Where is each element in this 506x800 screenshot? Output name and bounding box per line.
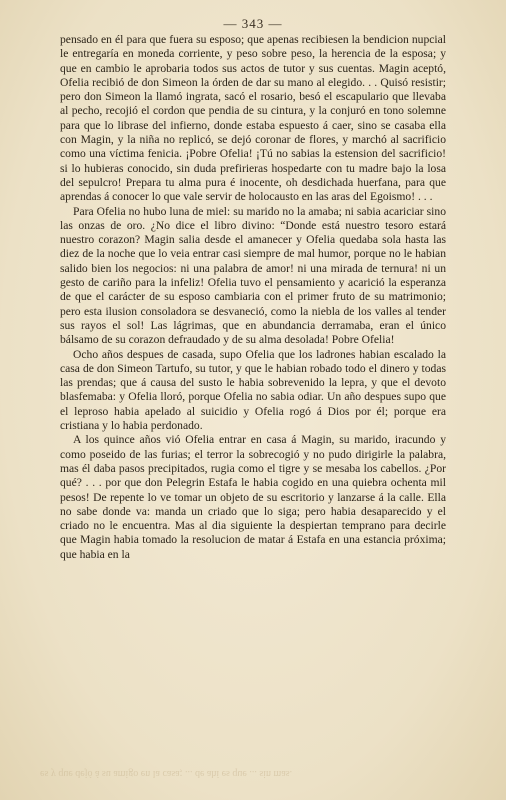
page-number: — 343 — [223,16,283,31]
paragraph: A los quince años vió Ofelia entrar en casa á Magin, su marido, iracundo y como poseido de las furias; el terror la sobrecogió y no pudo dirigirle la palabra, mas él daba pasos precipitados, rugia como el tigre y se mesaba los cabellos. ¿Por qué? . . . por que don Pelegrin Estafa le habia cogido en una quiebra ochenta mil pesos! De repente lo ve tomar un objeto de su escritorio y lanzarse á la calle. Ella no sabe donde va: manda un criado que lo siga; pero habia desaparecido y el criado no le encuentra. Mas al dia siguiente la despiertan temprano para decirle que Magin habia tomado la resolucion de matar á Estafa en una estancia próxima; que habia en la [60,433,446,561]
paragraph: pensado en él para que fuera su esposo; que apenas recibiesen la bendicion nupcial le entregaría en moneda corriente, y peso sobre peso, la herencia de la esposa; y que en cambio le aprobaria todos sus actos de tutor y sus cuentas. Magin aceptó, Ofelia recibió de don Simeon la órden de dar su mano al elegido. . . Quisó resistir; pero don Simeon la llamó ingrata, sacó el rosario, besó el escapulario que llevaba al pecho, recojió el cordon que pendia de su cintura, y la conjuró en tono solemne para que lo librase del infierno, donde estaba espuesto á caer, sino se casaba ella con Magin, y la niña no replicó, se dejó coronar de flores, y marchó al sacrificio como una víctima fenicia. ¡Pobre Ofelia! ¡Tú no sabias la estension del sacrificio! si lo hubieras conocido, sin duda prefirieras hospedarte con tu madre bajo la losa del sepulcro! Prepara tu alma pura é inocente, oh desdichada huerfana, para que aprendas á conocer lo que vale servir de holocausto en las aras del Egoismo! . . . [60,33,446,204]
body-text [60,33,446,562]
bleed-through-text: es y que dejó á su amigo en la casa; ... de ahí es que ... sin mas. [40,768,293,779]
paragraph: Para Ofelia no hubo luna de miel: su marido no la amaba; ni sabia acariciar sino las onzas de oro. ¿No dice el libro divino: “Donde está nuestro tesoro estará nuestro corazon? Magin salia desde el amanecer y Ofelia quedaba sola hasta las diez de la noche que lo veia entrar casi siempre de mal humor, porque no le habian salido bien los negocios: ni una palabra de amor! ni una mirada de ternura! ni un gesto de cariño para la infeliz! Ofelia tuvo el pensamiento y acarició la esperanza de que el carácter de su esposo cambiaria con el primer fruto de su matrimonio; pero esta ilusion consoladora se desvaneció, como la niebla de los valles al tender sus rayos el sol! Las lágrimas, que en abundancia derramaba, eran el único bálsamo de su corazon defraudado y de su alma desolada! Pobre Ofelia! [60,204,446,347]
paragraph: Ocho años despues de casada, supo Ofelia que los ladrones habian escalado la casa de don Simeon Tartufo, su tutor, y que le habian robado todo el dinero y todas las prendas; que á causa del susto le habia sobrevenido la lepra, y que el devoto blasfemaba: y Ofelia lloró, porque Ofelia no sabia odiar. Un año despues supo que el leproso habia apelado al suicidio y Ofelia rogó á Dios por él; porque era cristiana y lo habia perdonado. [60,347,446,433]
